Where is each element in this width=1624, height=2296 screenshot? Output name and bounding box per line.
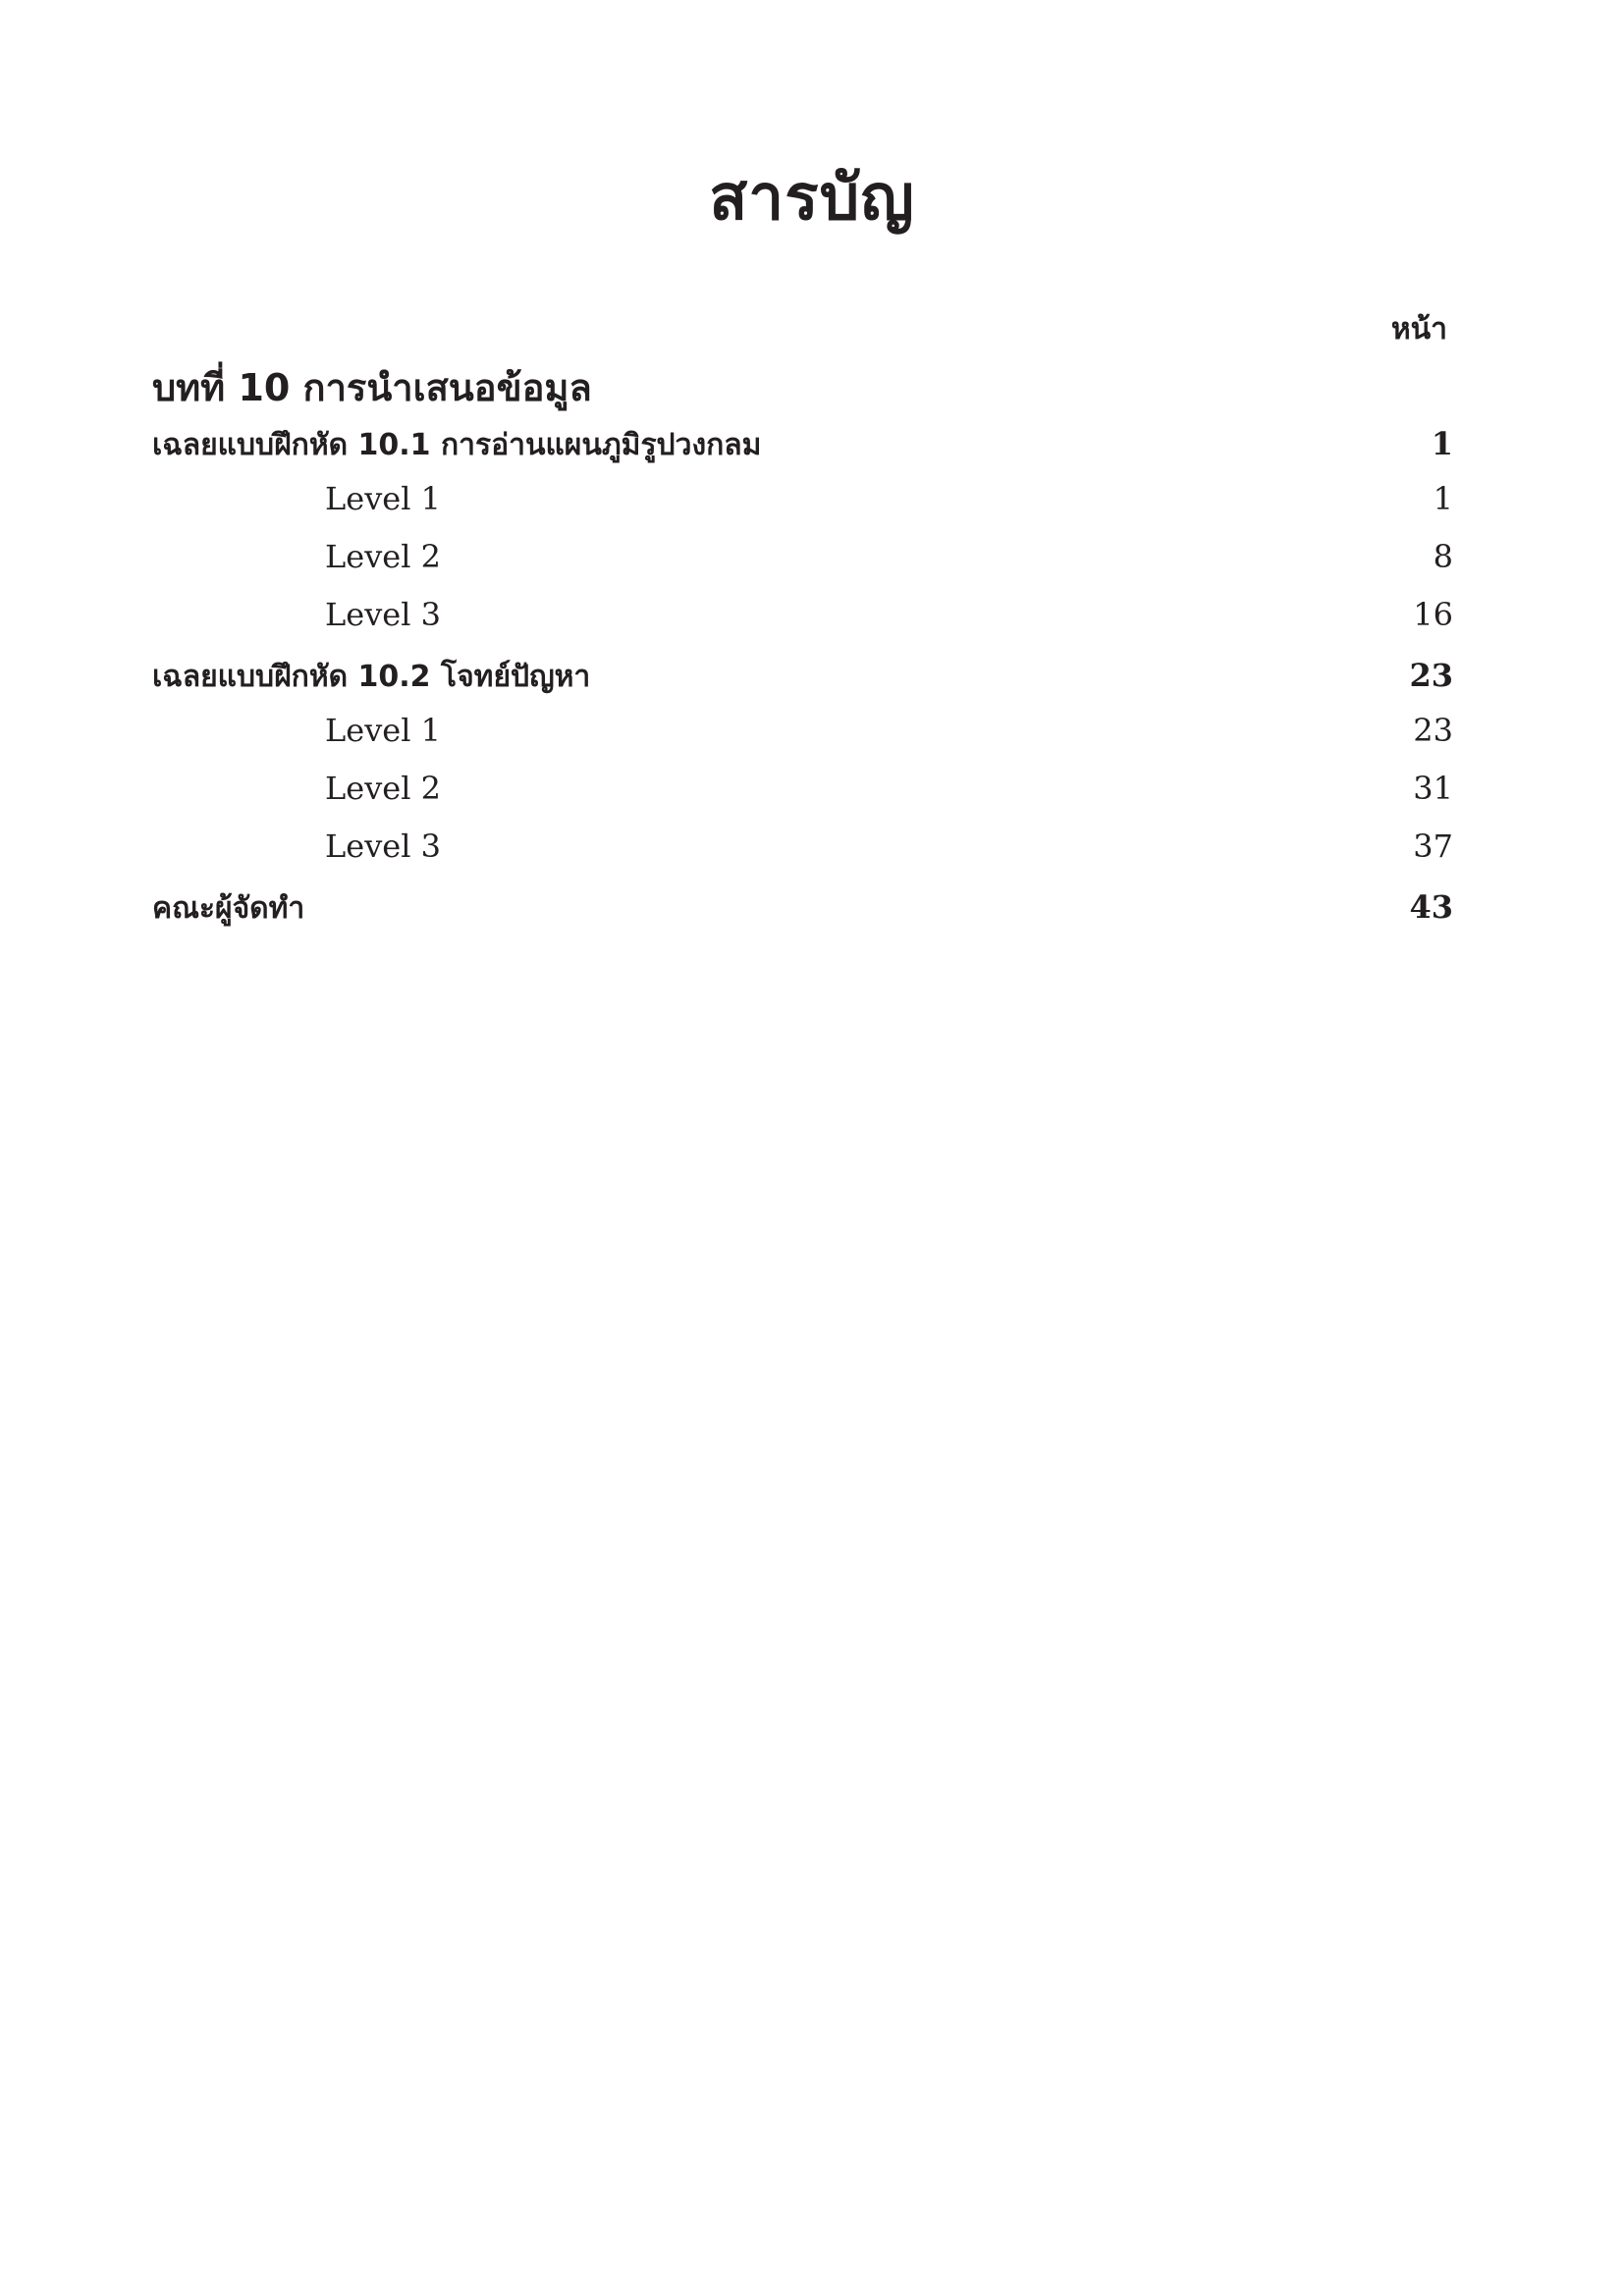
chapter-heading: บทที่ 10 การนำเสนอข้อมูล — [152, 366, 592, 409]
page-title: สารบัญ — [709, 162, 915, 235]
toc-entry-label: Level 1 — [325, 712, 441, 749]
toc-entry-label: Level 3 — [325, 828, 441, 865]
toc-entry-page: 31 — [1413, 770, 1453, 807]
toc-entry-section[interactable] — [152, 422, 1453, 480]
toc-entry-label: คณะผู้จัดทำ — [152, 891, 305, 926]
toc-entry-page: 1 — [1433, 480, 1453, 517]
toc-entry-page: 16 — [1413, 596, 1453, 633]
toc-entry-label: Level 2 — [325, 770, 441, 807]
toc-entry-page: 43 — [1409, 888, 1453, 926]
toc-entry-level[interactable] — [152, 712, 1453, 770]
toc-entry-page: 1 — [1431, 425, 1453, 462]
toc-entry-level[interactable] — [152, 538, 1453, 596]
toc-entry-level[interactable] — [152, 596, 1453, 654]
toc-entry-page: 23 — [1409, 657, 1453, 694]
toc-entry-page: 37 — [1413, 828, 1453, 865]
toc-entry-section[interactable] — [152, 654, 1453, 712]
toc-entry-label: Level 2 — [325, 538, 441, 575]
toc-entry-level[interactable] — [152, 770, 1453, 828]
page-column-header: หน้า — [1390, 312, 1447, 347]
toc-entry-page: 23 — [1413, 712, 1453, 749]
toc-entry-label: Level 3 — [325, 596, 441, 633]
toc-entry-level[interactable] — [152, 480, 1453, 538]
toc-entry-label: เฉลยแบบฝึกหัด 10.2 โจทย์ปัญหา — [152, 660, 591, 694]
toc-entry-label: เฉลยแบบฝึกหัด 10.1 การอ่านแผนภูมิรูปวงกลม — [152, 428, 762, 462]
toc-entry-section[interactable] — [152, 885, 1453, 943]
toc-entry-label: Level 1 — [325, 480, 441, 517]
toc-entry-page: 8 — [1433, 538, 1453, 575]
toc-entry-level[interactable] — [152, 828, 1453, 885]
toc-list — [152, 422, 1453, 943]
